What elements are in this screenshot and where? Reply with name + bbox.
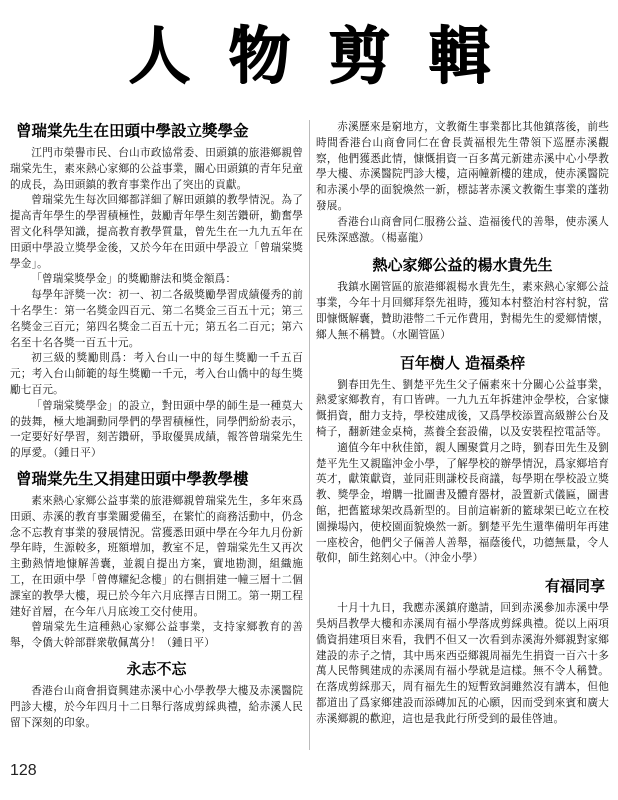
right-column (316, 120, 609, 750)
page-number: 128 (10, 762, 37, 779)
paragraph: 曾瑞棠先生這種熱心家鄉公益事業，支持家鄉教育的善舉，令僑大幹部群衆敬佩萬分！（鍾日平） (10, 621, 303, 650)
paragraph: 每學年評獎一次：初一、初二各級獎勵學習成績優秀的前十名學生：第一名獎金四百元、第二名獎金三百五十元；第三名獎金三百元；第四名獎金二百五十元；第五名二百元；第六名至十名各獎一百五十元。 (10, 289, 303, 349)
left-column (10, 120, 303, 750)
paragraph: 初三級的獎勵則爲：考入台山一中的每生獎勵一千五百元；考入台山師範的每生獎勵一千元，考入台山僑中的每生獎勵七百元。 (10, 352, 303, 396)
header-banner (0, 0, 618, 112)
article-title: 曾瑞棠先生在田頭中學設立獎學金 (16, 122, 249, 140)
paragraph: 素來熱心家鄉公益事業的旅港鄉親曾瑞棠先生，多年來爲田頭、赤溪的教育事業關愛備至，在繁忙的商務活動中，仍念念不忘教育事業的發展情況。當獲悉田頭中學在今年九月份新學年時，生源較多，班額增加，教室不足，曾瑞棠先生又再次主動熱情地慷解善囊，並親自提出方案，實地勘測，組織施工，在田頭中學「曾傳耀紀念樓」的右側捐建一幢三層十二個課室的教學大樓，現已於今年六月底擇吉日開工。第一期工程建好首層，在今年八月底竣工交付使用。 (10, 494, 303, 618)
paragraph: 十月十九日，我應赤溪鎮府邀請，回到赤溪參加赤溪中學吳炳昌教學大樓和赤溪周有福小學落成剪綵典禮。從以上兩項僑資捐建項目來看，我們不但又一次看到赤溪海外鄉親對家鄉建設的赤子之情，其中馬來西亞鄉親周福先生捐資一百六十多萬人民幣興建成的赤溪周有福小學就是這樣。無不令人稱贊。在落成剪綵那天，周有福先生的短暫致詞雖然沒有講本，但他都道出了爲家鄉建設而添磚加瓦的心願，因而受到來賓和廣大赤溪鄉親的歡迎，這也是我此行所受到的最佳啓迪。 (316, 602, 609, 725)
paragraph: 赤溪歷來是窮地方，文教衛生事業都比其他鎮落後，前些時間香港台山商會同仁在會長黃福根先生帶領下巡歷赤溪觀察，他們獲悉此情，慷慨捐資一百多萬元新建赤溪中心小學教學大樓、赤溪醫院門診大樓，這兩幢新樓的建成，使赤溪醫院和赤溪小學的面貌煥然一新，標誌著赤溪文教衛生事業的蓬勃發展。 (316, 121, 609, 212)
article-title: 百年樹人 造福桑梓 (399, 353, 526, 372)
article-title: 永志不忘 (126, 659, 187, 678)
page-title: 人物剪輯 (127, 19, 528, 92)
paragraph: 香港台山商會同仁服務公益、造福後代的善舉，使赤溪人民殊深感激。（楊嘉龍） (316, 215, 609, 244)
paragraph: 曾瑞棠先生每次回鄉都詳細了解田頭鎮的教學情況。為了提高青年學生的學習積極性，鼓勵青年學生刻苦鑽研，勤奮學習文化科學知識，提高教育教學質量，曾先生在一九九五年在田頭中學設立獎學金後，又於今年在田頭中學設立「曾瑞棠獎學金」。 (10, 194, 303, 270)
paragraph: 「曾瑞棠獎學金」的獎勵辦法和獎金額爲： (31, 273, 237, 286)
paragraph: 江門市榮譽市民、台山市政協常委、田頭鎮的旅港鄉親曾瑞棠先生，素來熱心家鄉的公益事業，關心田頭鎮的青年兒童的成長，為田頭鎮的教育事業作出了突出的貢獻。 (10, 147, 303, 191)
article-title: 熱心家鄉公益的楊水貴先生 (372, 256, 553, 275)
paragraph: 「曾瑞棠獎學金」的設立，對田頭中學的師生是一種莫大的鼓舞，極大地調動同學們的學習積極性，同學們紛紛表示，一定要好好學習，刻苦鑽研，爭取優異成績，報答曾瑞棠先生的厚愛。（鍾日平） (10, 399, 303, 460)
paragraph: 香港台山商會捐資興建赤溪中心小學教學大樓及赤溪醫院門診大樓，於今年四月十二日舉行落成剪綵典禮，給赤溪人民留下深刻的印象。 (10, 684, 303, 729)
article-title: 曾瑞棠先生又捐建田頭中學教學樓 (16, 469, 249, 488)
paragraph: 劉春田先生、劉楚平先生父子倆素來十分關心公益事業，熱愛家鄉教育，有口皆碑。一九九五年拆建沖金學校，合家慷慨捐資，酣力支持，學校建成後，又爲學校添置高級辦公台及椅子，翻新建金桌椅，蒸養全套設備，以及安裝程控電話等。 (316, 378, 609, 438)
column-divider (309, 120, 310, 750)
article-title: 有福同享 (544, 577, 605, 596)
paragraph: 我鎮水圍管區的旅港鄉親楊水貴先生，素來熱心家鄉公益事業，今年十月回鄉拜祭先祖時，獲知本村整治村容村貌，當即慷慨解囊，贊助港幣二千元作費用，對楊先生的愛鄉情懷，鄉人無不稱贊。（水圍管區） (316, 281, 609, 341)
paragraph: 適值今年中秋佳節，親人團聚賞月之時，劉春田先生及劉楚平先生又親臨沖金小學，了解學校的辦學情況，爲家鄉培育英才，獻策獻資，並同莊則謙校長商議，每學期在學校設立獎教、獎學金，增購一批圖書及體育器材，設置新式儀匾，圖書館，把舊籃球架改爲新型的。目前這嶄新的籃球架已屹立在校園操場內，使校園面貌煥然一新。劉楚平先生還準備明年再建一座校舍，他們父子倆善人善舉，福蔭後代，功德無量，令人敬仰，師生銘刻心中。（沖金小學） (316, 441, 609, 565)
